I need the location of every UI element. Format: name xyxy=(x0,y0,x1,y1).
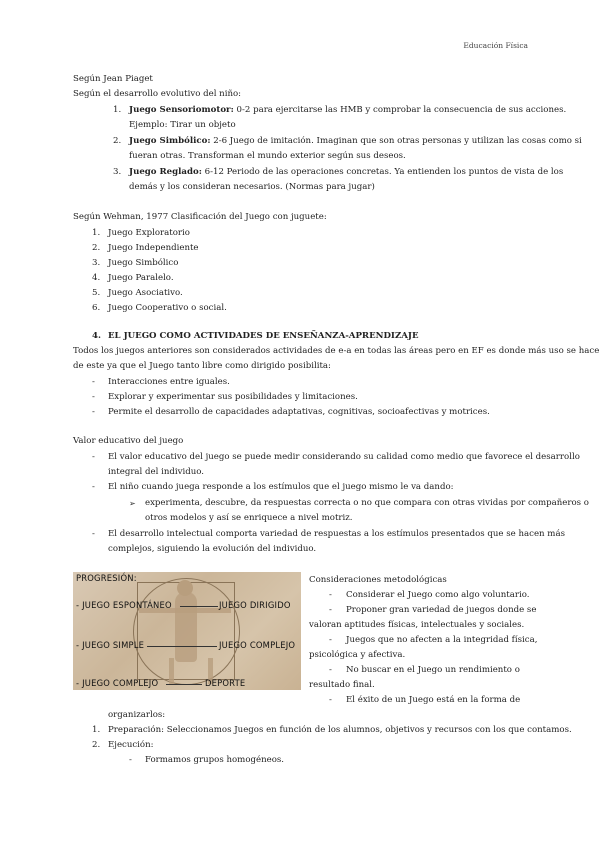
wehman-item: Juego Simbólico xyxy=(108,258,179,268)
valor-subbullet: experimenta, descubre, da respuestas correcta o no que compara con otras vividas por compañeros o xyxy=(145,498,589,508)
organizar-subitem: Formamos grupos homogéneos. xyxy=(145,755,285,765)
piaget-item-number: 1. xyxy=(113,105,122,115)
wehman-item: Juego Cooperativo o social. xyxy=(108,303,227,313)
figure-label-dirigido: JUEGO DIRIGIDO xyxy=(219,600,291,610)
figure-arrow-line xyxy=(180,606,218,607)
figure-arrow-line xyxy=(166,684,202,685)
valor-bullet: El niño cuando juega responde a los estímulos que el juego mismo le va dando: xyxy=(108,482,454,492)
section-number: 4. xyxy=(92,331,101,341)
consideraciones-item: Juegos que no afecten a la integridad física, xyxy=(346,635,538,645)
piaget-item-text-cont: fueran otras. Transforman el mundo exterior según sus deseos. xyxy=(129,151,406,161)
consideraciones-item-cont: organizarlos: xyxy=(108,710,166,720)
figure-label-progresion: PROGRESIÓN: xyxy=(76,573,137,583)
bullet-dash: - xyxy=(329,635,332,645)
consideraciones-item: Proponer gran variedad de juegos donde se xyxy=(346,605,537,615)
piaget-subheading: Según el desarrollo evolutivo del niño: xyxy=(73,89,242,99)
consideraciones-item: Considerar el Juego como algo voluntario. xyxy=(346,590,530,600)
page-header: Educación Física xyxy=(463,41,528,50)
wehman-item-number: 5. xyxy=(92,288,101,298)
bullet-dash: - xyxy=(129,755,132,765)
section-paragraph-cont: de este ya que el Juego tanto libre como dirigido posibilita: xyxy=(73,361,331,371)
valor-bullet-cont: integral del individuo. xyxy=(108,467,205,477)
bullet-dash: - xyxy=(92,377,95,387)
valor-bullet-cont: complejos, siguiendo la evolución del individuo. xyxy=(108,544,317,554)
valor-subbullet-cont: otros modelos y así se enriquece a nivel motriz. xyxy=(145,513,353,523)
bullet-dash: - xyxy=(92,529,95,539)
consideraciones-item-cont: resultado final. xyxy=(309,680,375,690)
section-title: EL JUEGO COMO ACTIVIDADES DE ENSEÑANZA-APRENDIZAJE xyxy=(108,331,419,341)
piaget-item-number: 3. xyxy=(113,167,122,177)
piaget-item-title: Juego Reglado: xyxy=(129,167,202,177)
section-paragraph: Todos los juegos anteriores son considerados actividades de e-a en todas las áreas pero en EF es donde más uso se hace xyxy=(73,346,600,356)
piaget-item-1 xyxy=(129,105,566,116)
piaget-item-title: Juego Simbólico: xyxy=(129,136,211,146)
wehman-item-number: 1. xyxy=(92,228,101,238)
wehman-item: Juego Paralelo. xyxy=(108,273,174,283)
bullet-dash: - xyxy=(329,605,332,615)
wehman-item: Juego Exploratorio xyxy=(108,228,190,238)
section-bullet: Explorar y experimentar sus posibilidades y limitaciones. xyxy=(108,392,358,402)
piaget-item-text-cont: Ejemplo: Tirar un objeto xyxy=(129,120,236,130)
piaget-item-text-cont: demás y los consideran necesarios. (Normas para jugar) xyxy=(129,182,375,192)
consideraciones-item-cont: psicológica y afectiva. xyxy=(309,650,406,660)
valor-heading: Valor educativo del juego xyxy=(73,436,184,446)
figure-label-deporte: DEPORTE xyxy=(205,678,246,688)
figure-label-simple: - JUEGO SIMPLE xyxy=(76,640,145,650)
piaget-item-text: 2-6 Juego de imitación. Imaginan que son otras personas y utilizan las cosas como si xyxy=(210,136,582,146)
figure-label-espontaneo: - JUEGO ESPONTÁNEO xyxy=(76,600,172,610)
piaget-item-2 xyxy=(129,136,582,147)
consideraciones-heading: Consideraciones metodológicas xyxy=(309,575,447,585)
vitruvian-figure-image xyxy=(73,572,301,690)
wehman-item: Juego Asociativo. xyxy=(108,288,183,298)
bullet-dash: - xyxy=(329,590,332,600)
section-bullet: Permite el desarrollo de capacidades adaptativas, cognitivas, socioafectivas y motrices. xyxy=(108,407,490,417)
bullet-dash: - xyxy=(92,482,95,492)
section-bullet: Interacciones entre iguales. xyxy=(108,377,230,387)
wehman-item: Juego Independiente xyxy=(108,243,199,253)
bullet-dash: - xyxy=(92,452,95,462)
piaget-heading: Según Jean Piaget xyxy=(73,74,153,84)
bullet-dash: - xyxy=(92,407,95,417)
valor-bullet: El desarrollo intelectual comporta variedad de respuestas a los estímulos presentados que se hacen más xyxy=(108,529,565,539)
consideraciones-item: No buscar en el Juego un rendimiento o xyxy=(346,665,520,675)
wehman-intro: Según Wehman, 1977 Clasificación del Juego con juguete: xyxy=(73,212,327,222)
figure-arrow-line xyxy=(147,646,217,647)
valor-bullet: El valor educativo del juego se puede medir considerando su calidad como medio que favorece el desarrollo xyxy=(108,452,580,462)
bullet-dash: - xyxy=(329,695,332,705)
piaget-item-title: Juego Sensoriomotor: xyxy=(129,105,234,115)
wehman-item-number: 2. xyxy=(92,243,101,253)
wehman-item-number: 4. xyxy=(92,273,101,283)
wehman-item-number: 6. xyxy=(92,303,101,313)
organizar-item-number: 2. xyxy=(92,740,101,750)
figure-body xyxy=(175,592,197,662)
piaget-item-number: 2. xyxy=(113,136,122,146)
piaget-item-text: 0-2 para ejercitarse las HMB y comprobar la consecuencia de sus acciones. xyxy=(233,105,567,115)
wehman-item-number: 3. xyxy=(92,258,101,268)
bullet-dash: - xyxy=(329,665,332,675)
piaget-item-3 xyxy=(129,167,563,178)
consideraciones-item-cont: valoran aptitudes físicas, intelectuales y sociales. xyxy=(309,620,525,630)
piaget-item-text: 6-12 Periodo de las operaciones concretas. Ya entienden los puntos de vista de los xyxy=(201,167,564,177)
bullet-dash: - xyxy=(92,392,95,402)
organizar-item-number: 1. xyxy=(92,725,101,735)
consideraciones-item: El éxito de un Juego está en la forma de xyxy=(346,695,521,705)
organizar-item: Ejecución: xyxy=(108,740,154,750)
figure-label-complejo: JUEGO COMPLEJO xyxy=(219,640,296,650)
figure-label-complejo-2: - JUEGO COMPLEJO xyxy=(76,678,159,688)
organizar-item: Preparación: Seleccionamos Juegos en función de los alumnos, objetivos y recursos con los que contamos. xyxy=(108,725,572,735)
arrow-bullet-icon: ➢ xyxy=(129,499,136,508)
